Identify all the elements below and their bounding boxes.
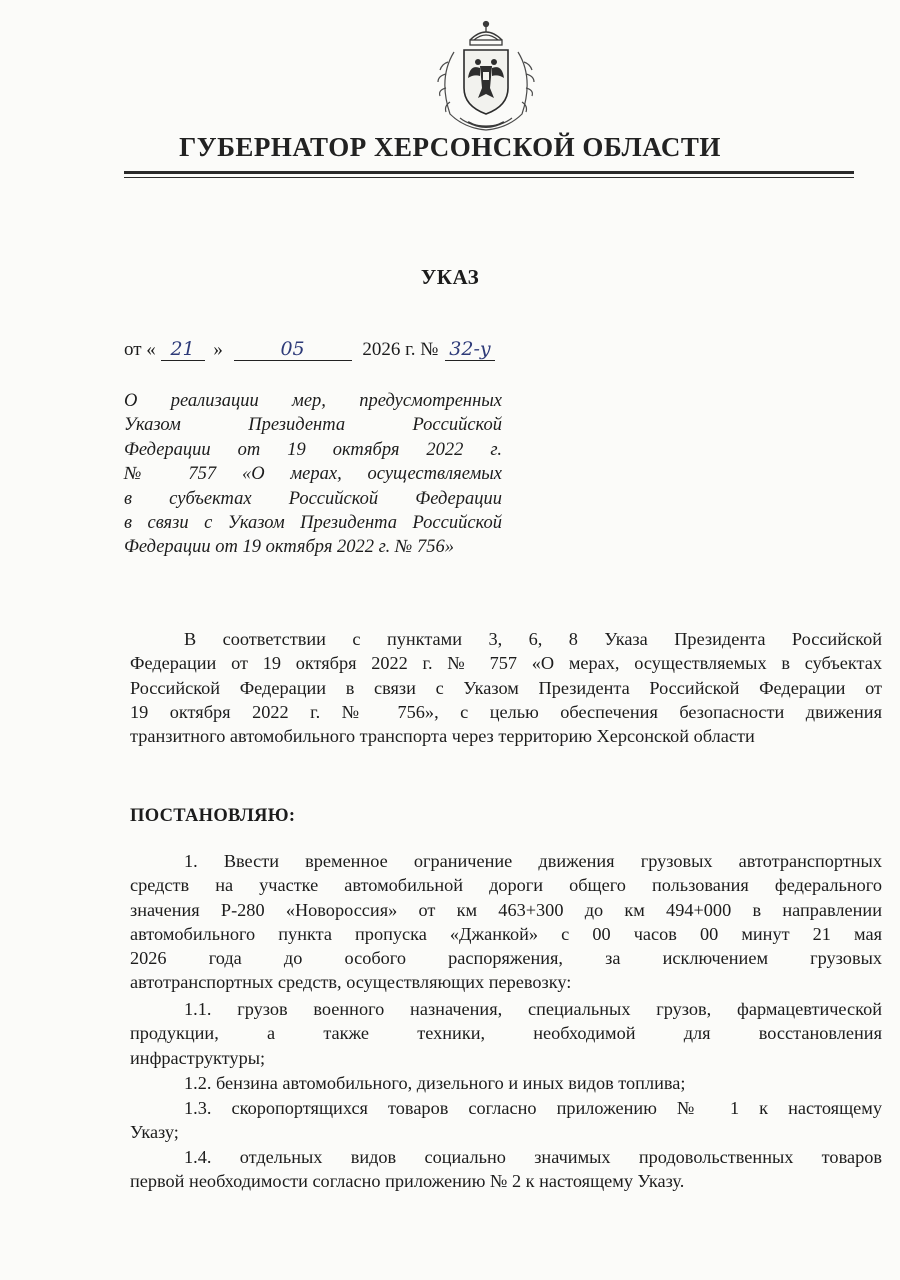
coat-of-arms-emblem (430, 18, 542, 136)
date-number-line (124, 338, 495, 361)
preamble-line: Российской Федерации в связи с Указом Президента Российской Федерации от (130, 677, 882, 698)
date-mid: » (213, 339, 223, 360)
clause-1-1 (130, 997, 882, 1070)
clause-line: 2026 года до особого распоряжения, за исключением грузовых (130, 948, 882, 969)
subject-line: Федерации от 19 октября 2022 г. № 756» (124, 537, 454, 558)
document-type-heading: УКАЗ (420, 265, 480, 289)
date-day-handwritten: 21 (161, 338, 205, 361)
clause-1-4 (130, 1145, 882, 1194)
clause-line: автомобильного пункта пропуска «Джанкой» с 00 часов 00 минут 21 мая (130, 923, 882, 944)
clause-1-3 (130, 1096, 882, 1145)
clause-line: 1.4. отдельных видов социально значимых продовольственных товаров (184, 1147, 882, 1167)
clause-line: значения Р-280 «Новороссия» от км 463+300 до км 494+000 в направлении (130, 899, 882, 920)
clause-line: 1. Ввести временное ограничение движения грузовых автотранспортных (184, 851, 882, 871)
decree-word: ПОСТАНОВЛЯЮ: (130, 806, 296, 826)
document-subject (124, 389, 502, 560)
clause-line: инфраструктуры; (130, 1047, 266, 1068)
header-rule-thick (124, 171, 854, 174)
clause-line: автотранспортных средств, осуществляющих перевозку: (130, 972, 572, 993)
clause-line: 1.2. бензина автомобильного, дизельного и иных видов топлива; (184, 1073, 686, 1093)
clause-line: 1.1. грузов военного назначения, специальных грузов, фармацевтической (184, 999, 882, 1019)
clause-line: Указу; (130, 1122, 179, 1143)
header-rule-thin (124, 177, 854, 178)
clause-1-2 (130, 1071, 882, 1095)
subject-line: О реализации мер, предусмотренных (124, 391, 502, 411)
date-year-number-label: 2026 г. № (362, 339, 439, 360)
preamble-line: 19 октября 2022 г. № 756», с целью обеспечения безопасности движения (130, 701, 882, 722)
preamble-paragraph (130, 627, 882, 748)
preamble-line: транзитного автомобильного транспорта через территорию Херсонской области (130, 726, 755, 747)
subject-line: Указом Президента Российской (124, 415, 502, 436)
preamble-line: Федерации от 19 октября 2022 г. № 757 «О мерах, осуществляемых в субъектах (130, 653, 882, 674)
preamble-line: В соответствии с пунктами 3, 6, 8 Указа Президента Российской (184, 629, 882, 649)
issuer-title: ГУБЕРНАТОР ХЕРСОНСКОЙ ОБЛАСТИ (179, 132, 721, 162)
clause-line: средств на участке автомобильной дороги общего пользования федерального (130, 875, 882, 896)
clause-line: первой необходимости согласно приложению № 2 к настоящему Указу. (130, 1171, 685, 1192)
clause-line: 1.3. скоропортящихся товаров согласно приложению № 1 к настоящему (184, 1098, 882, 1118)
document-number-handwritten: 32-у (445, 338, 495, 361)
clause-line: продукции, а также техники, необходимой для восстановления (130, 1023, 882, 1044)
subject-line: в субъектах Российской Федерации (124, 488, 502, 509)
subject-line: № 757 «О мерах, осуществляемых (124, 464, 502, 485)
clause-1 (130, 849, 882, 995)
date-month-handwritten: 05 (234, 338, 352, 361)
subject-line: Федерации от 19 октября 2022 г. (124, 439, 502, 460)
subject-line: в связи с Указом Президента Российской (124, 512, 502, 533)
date-prefix: от « (124, 339, 156, 360)
